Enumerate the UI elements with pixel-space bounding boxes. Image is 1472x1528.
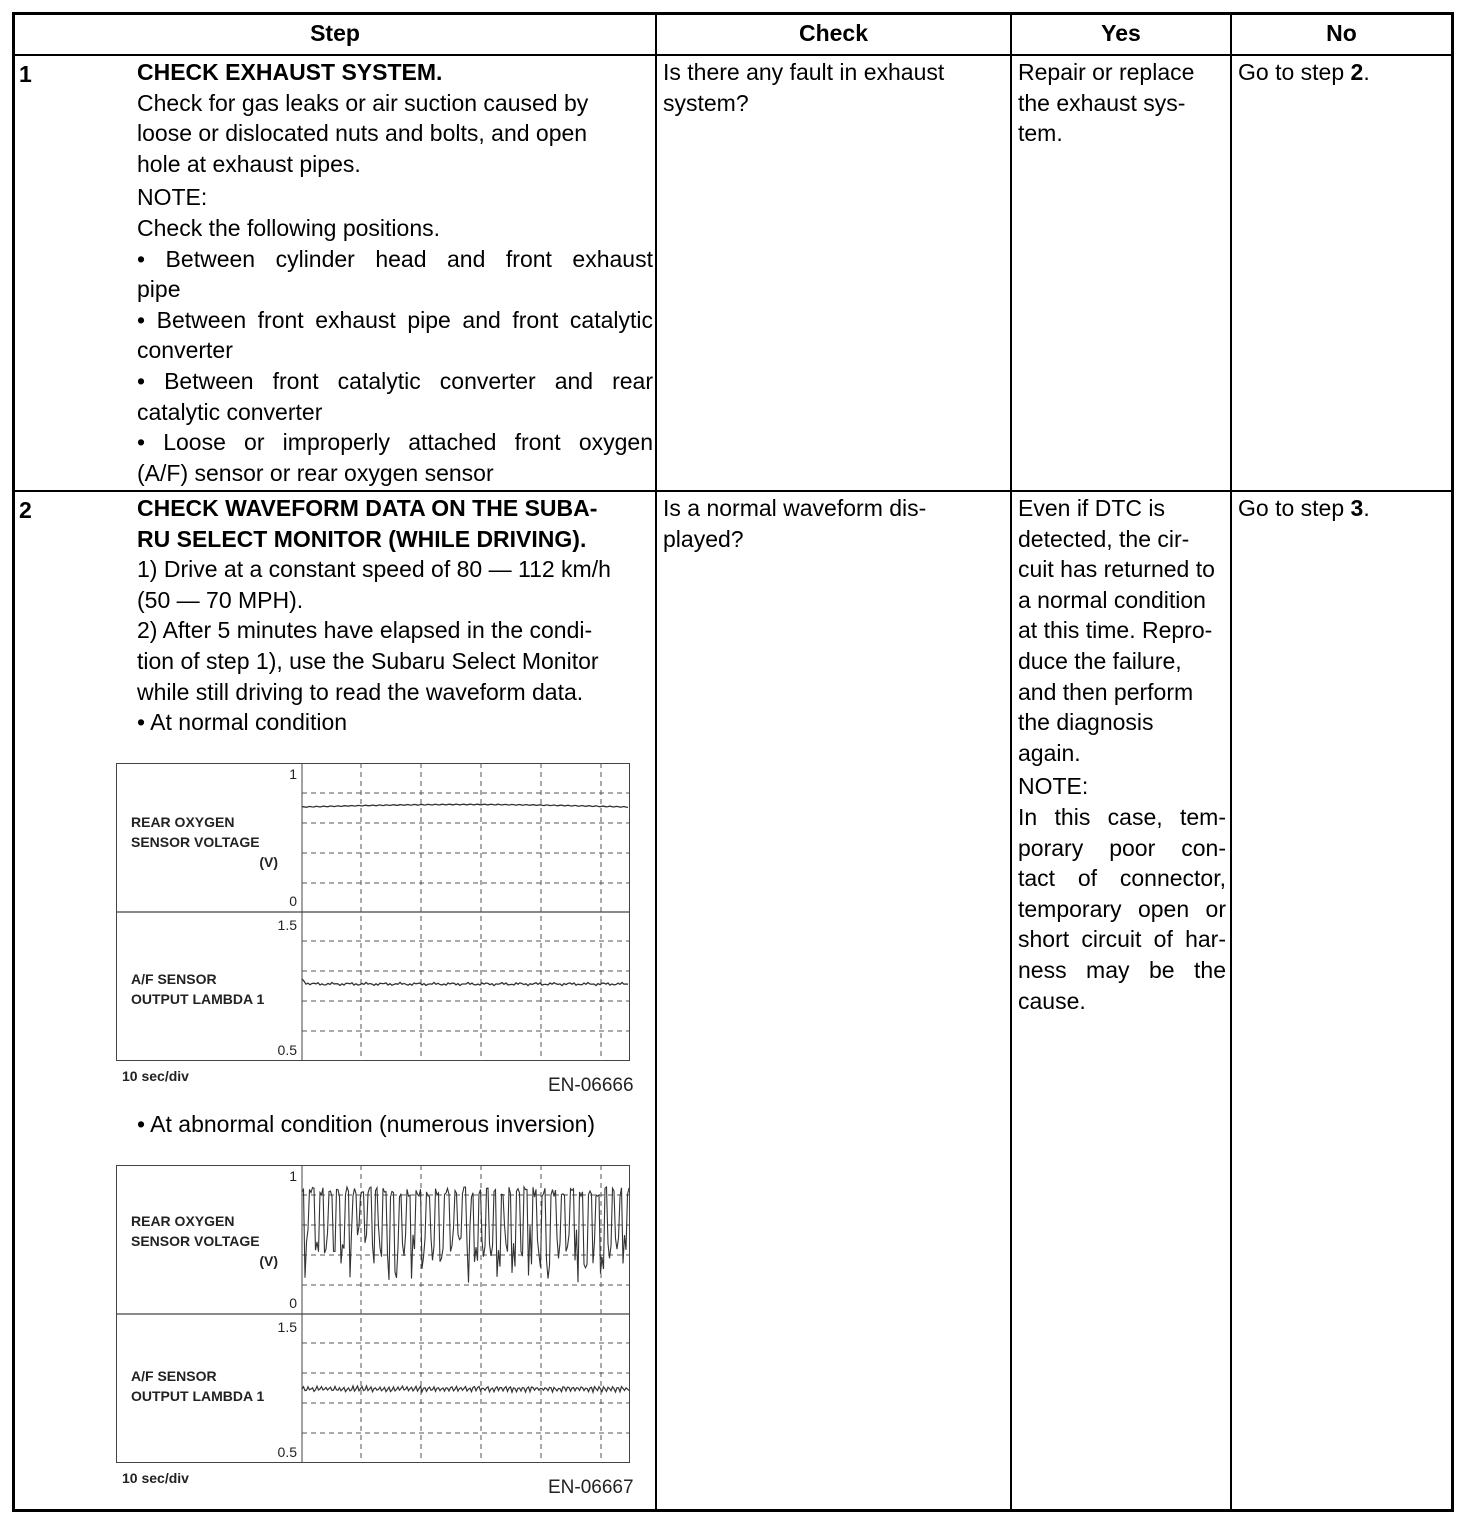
no-suffix: .	[1363, 495, 1370, 521]
step-2-title: CHECK WAVEFORM DATA ON THE SUBA-	[137, 495, 598, 521]
o2-label: REAR OXYGEN	[131, 1213, 235, 1229]
af-label: OUTPUT LAMBDA 1	[131, 1388, 265, 1404]
step-1-bullet: • Between cylinder head and front exhaust	[137, 245, 653, 272]
no-prefix: Go to step	[1238, 495, 1351, 521]
check-line: Is a normal waveform dis-	[663, 495, 927, 521]
no-suffix: .	[1363, 59, 1370, 85]
step-number-2: 2	[19, 497, 32, 523]
step-1-body-line: hole at exhaust pipes.	[137, 150, 361, 177]
af-bottom-tick: 0.5	[277, 1444, 297, 1460]
yes-line: cuit has returned to	[1018, 556, 1215, 583]
step-1-bullet-cont: catalytic converter	[137, 398, 323, 425]
step-1-yes	[1018, 57, 1194, 149]
timebase-label: 10 sec/div	[122, 1470, 189, 1486]
step-1-note-intro: Check the following positions.	[137, 214, 440, 241]
step-2-check	[663, 493, 926, 554]
step-1-content	[137, 57, 653, 488]
yes-line: the diagnosis	[1018, 709, 1154, 736]
yes-line: again.	[1018, 739, 1081, 766]
column-divider-check-yes	[1010, 12, 1012, 1512]
step-1-no	[1238, 57, 1370, 88]
step-1-bullet: • Between front catalytic converter and rear	[137, 367, 653, 394]
step-1-body-line: Check for gas leaks or air suction caused by	[137, 89, 589, 116]
yes-note-label: NOTE:	[1018, 773, 1089, 800]
yes-note-line: tact of connector,	[1018, 865, 1226, 892]
af-top-tick: 1.5	[277, 1319, 297, 1335]
header-row-divider	[12, 54, 1454, 56]
step-1-note-label: NOTE:	[137, 184, 208, 211]
o2-bottom-tick: 0	[289, 893, 297, 909]
yes-note-line: short circuit of har-	[1018, 926, 1226, 953]
step-2-line: 1) Drive at a constant speed of 80 — 112 km/h	[137, 556, 611, 583]
af-label: OUTPUT LAMBDA 1	[131, 991, 265, 1007]
af-waveform	[302, 1386, 629, 1392]
step-2-content	[137, 493, 653, 738]
header-step: Step	[310, 20, 360, 46]
column-divider-yes-no	[1230, 12, 1232, 1512]
step-1-bullet: • Between front exhaust pipe and front catalytic	[137, 306, 653, 333]
step-2-title: RU SELECT MONITOR (WHILE DRIVING).	[137, 525, 587, 552]
yes-line: the exhaust sys-	[1018, 89, 1186, 116]
timebase-label: 10 sec/div	[122, 1068, 189, 1084]
step-2-no	[1238, 493, 1370, 524]
waveform-graph-abnormal	[116, 1165, 632, 1465]
check-line: system?	[663, 89, 749, 116]
step-1-title: CHECK EXHAUST SYSTEM.	[137, 59, 443, 85]
check-line: played?	[663, 525, 744, 552]
yes-line: a normal condition	[1018, 586, 1206, 613]
yes-note-line: In this case, tem-	[1018, 803, 1226, 830]
yes-note-line: cause.	[1018, 987, 1086, 1014]
column-divider-step-check	[655, 12, 657, 1512]
bullet-abnormal: • At abnormal condition (numerous inversion)	[137, 1111, 596, 1137]
o2-bottom-tick: 0	[289, 1295, 297, 1311]
step-1-bullet-cont: converter	[137, 337, 233, 364]
step-2-yes	[1018, 493, 1226, 1016]
bullet-normal: • At normal condition	[137, 709, 348, 736]
step-2-line: (50 — 70 MPH).	[137, 586, 304, 613]
row-divider-1-2	[12, 490, 1454, 492]
o2-top-tick: 1	[289, 1168, 297, 1184]
step-2-line: 2) After 5 minutes have elapsed in the condi-	[137, 617, 593, 644]
step-1-bullet-cont: (A/F) sensor or rear oxygen sensor	[137, 459, 494, 486]
step-1-check	[663, 57, 944, 118]
header-no: No	[1326, 20, 1357, 46]
o2-label: REAR OXYGEN	[131, 814, 235, 830]
o2-waveform	[302, 1187, 629, 1283]
yes-line: Even if DTC is	[1018, 495, 1165, 521]
o2-waveform	[302, 804, 628, 807]
step-1-bullet: • Loose or improperly attached front oxygen	[137, 429, 653, 456]
yes-line: at this time. Repro-	[1018, 617, 1213, 644]
o2-top-tick: 1	[289, 766, 297, 782]
waveform-graph-normal	[116, 763, 632, 1063]
af-top-tick: 1.5	[277, 917, 297, 933]
af-bottom-tick: 0.5	[277, 1042, 297, 1058]
no-step-ref: 2	[1350, 59, 1364, 85]
figure-code: EN-06666	[548, 1075, 634, 1096]
yes-note-line: ness may be the	[1018, 956, 1226, 983]
o2-label-unit: (V)	[259, 854, 278, 870]
header-check: Check	[798, 20, 869, 46]
yes-line: duce the failure,	[1018, 647, 1182, 674]
af-waveform	[302, 979, 628, 986]
af-label: A/F SENSOR	[131, 971, 217, 987]
step-number-1: 1	[19, 61, 32, 87]
step-1-body-line: loose or dislocated nuts and bolts, and open	[137, 120, 588, 147]
check-line: Is there any fault in exhaust	[663, 59, 945, 85]
header-yes: Yes	[1101, 20, 1141, 46]
step-2-line: while still driving to read the waveform data.	[137, 678, 584, 705]
yes-line: Repair or replace	[1018, 59, 1195, 85]
yes-note-line: temporary open or	[1018, 895, 1226, 922]
o2-label: SENSOR VOLTAGE	[131, 834, 260, 850]
af-label: A/F SENSOR	[131, 1368, 217, 1384]
o2-label-unit: (V)	[259, 1253, 278, 1269]
yes-line: and then perform	[1018, 678, 1194, 705]
yes-line: detected, the cir-	[1018, 525, 1190, 552]
o2-label: SENSOR VOLTAGE	[131, 1233, 260, 1249]
yes-line: tem.	[1018, 120, 1063, 147]
no-prefix: Go to step	[1238, 59, 1351, 85]
no-step-ref: 3	[1350, 495, 1364, 521]
step-2-line: tion of step 1), use the Subaru Select Monitor	[137, 647, 599, 674]
yes-note-line: porary poor con-	[1018, 834, 1226, 861]
step-1-bullet-cont: pipe	[137, 276, 181, 303]
figure-code: EN-06667	[548, 1477, 634, 1498]
